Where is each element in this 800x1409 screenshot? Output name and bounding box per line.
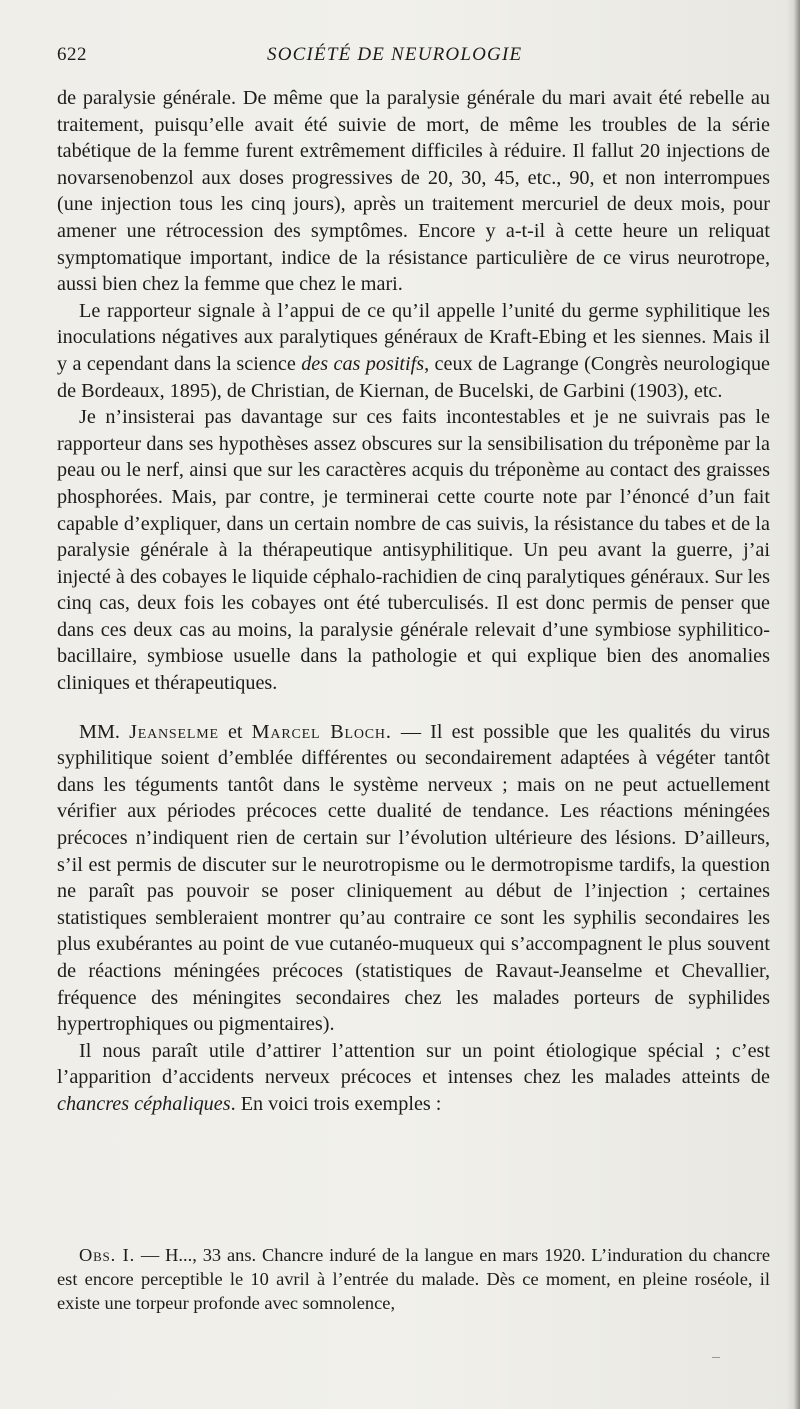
speaker-prefix: MM. <box>79 720 130 743</box>
page-edge-shadow <box>786 0 800 1409</box>
page-number: 622 <box>57 44 87 65</box>
paragraph-rapporteur <box>57 298 770 404</box>
paragraph-jeanselme-bloch <box>57 719 770 1038</box>
running-title: SOCIÉTÉ DE NEUROLOGIE <box>267 44 523 65</box>
paragraph-continued <box>57 85 770 298</box>
speaker-joiner: et <box>218 720 252 743</box>
body-text <box>57 85 770 1118</box>
emphasis-text: chancres céphaliques <box>57 1092 231 1115</box>
observation-paragraph <box>57 1243 770 1315</box>
speaker-name: Jeanselme <box>129 720 219 743</box>
speaker-name: Marcel Bloch. <box>251 720 392 743</box>
observation-label: Obs. I. <box>79 1245 135 1265</box>
paragraph-text: Je n’insisterai pas davantage sur ces faits incontestables et je ne suivrais pas le rapporteur dans ses hypothèses assez obscures sur la sensibilisation du tréponème par la peau ou le nerf, ainsi que sur les caractères acquis du tréponème au contact des graisses phosphorées. Mais, par contre, je terminerai cette courte note par l’énoncé d’un fait capable d’expliquer, dans un certain nombre de cas suivis, la résistance du tabes et de la paralysie générale à la thérapeutique antisyphilitique. Un peu avant la guerre, j’ai injecté à des cobayes le liquide céphalo-rachidien de cinq paralytiques généraux. Sur les cinq cas, deux fois les cobayes ont été tuberculisés. Il est donc permis de penser que dans ces deux cas au moins, la paralysie générale relevait d’une symbiose syphilitico-bacillaire, symbiose usuelle dans la pathologie et qui explique bien des anomalies cliniques et thérapeutiques. <box>57 406 770 695</box>
paragraph-text: Il nous paraît utile d’attirer l’attention sur un point étiologique spécial ; c’est l’apparition d’accidents nerveux précoces et intenses chez les malades atteints de <box>57 1039 770 1089</box>
paragraph-text: . En voici trois exemples : <box>230 1092 442 1115</box>
observation-text: — H..., 33 ans. Chancre induré de la langue en mars 1920. L’induration du chancre est encore perceptible le 10 avril à l’entrée du malade. Dès ce moment, en pleine roséole, il existe une torpeur profonde avec somnolence, <box>57 1245 770 1313</box>
paragraph-text: , ceux de Lagrange (Congrès neurologique de Bordeaux, 1895), de Christian, de Kiernan, de Bucelski, de Garbini (1903), etc. <box>57 352 771 402</box>
paragraph-text: — Il est possible que les qualités du virus syphilitique soient d’emblée différentes ou secondairement adaptées à végéter tantôt dans les téguments tantôt dans le système nerveux ; mais on ne peut actuellement vérifier aux périodes précoces cette dualité de tendance. Les réactions méningées précoces n’indiquent rien de certain sur l’évolution ultérieure des lésions. D’ailleurs, s’il est permis de discuter sur le neurotropisme ou le dermotropisme tardifs, la question ne paraît pas pouvoir se poser cliniquement au début de l’injection ; certaines statistiques sembleraient montrer qu’au contraire ce sont les syphilis secondaires les plus exubérantes au point de vue cutanéo-muqueux qui s’accompagnent le plus souvent de réactions méningées précoces (statistiques de Ravaut-Jeanselme et Chevallier, fréquence des méningites secondaires chez les malades porteurs de syphilides hypertrophiques ou pigmentaires). <box>57 720 770 1036</box>
paragraph-text: Le rapporteur signale à l’appui de ce qu’il appelle l’unité du germe syphilitique les inoculations négatives aux paralytiques généraux de Kraft-Ebing et les siennes. Mais il y a cependant dans la science <box>57 299 770 375</box>
observation-note <box>57 1243 770 1315</box>
page-header <box>57 44 770 74</box>
paragraph-chancres <box>57 1038 770 1118</box>
paragraph-text: de paralysie générale. De même que la paralysie générale du mari avait été rebelle au traitement, puisqu’elle avait été suivie de mort, de même les troubles de la série tabétique de la femme furent extrêmement difficiles à réduire. Il fallut 20 injections de novarsenobenzol aux doses progressives de 20, 30, 45, etc., 90, et non interrompues (une injection tous les cinq jours), après un traitement mercuriel de deux mois, pour amener une rétrocession des symptômes. Encore y a-t-il à cette heure un reliquat symptomatique important, indice de la résistance particulière de ce virus neurotrope, aussi bien chez la femme que chez le mari. <box>57 87 770 296</box>
paragraph-conclusion <box>57 404 770 697</box>
scan-mark <box>712 1357 720 1358</box>
emphasis-text: des cas positifs <box>301 352 425 375</box>
